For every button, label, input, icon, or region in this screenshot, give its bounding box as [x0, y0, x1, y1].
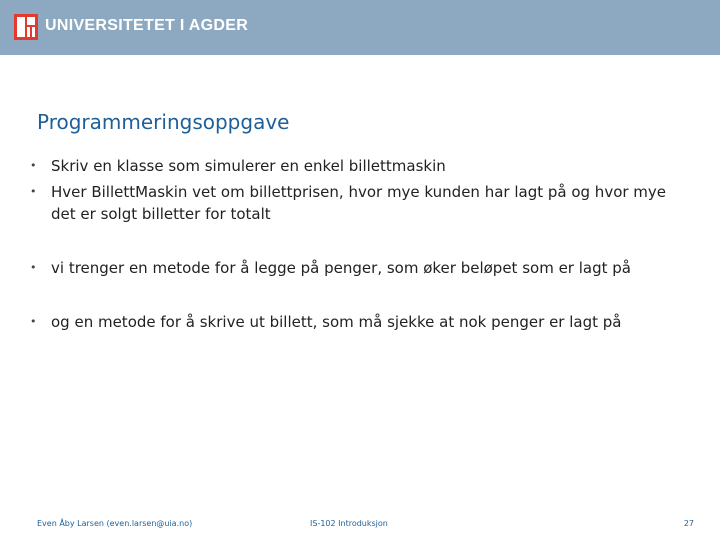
bullet-item — [30, 181, 690, 225]
header-bar — [0, 0, 720, 55]
bullet-dot-icon: • — [30, 315, 37, 328]
bullet-text: og en metode for å skrive ut billett, som må sjekke at nok penger er lagt på — [51, 313, 622, 331]
bullet-item — [30, 257, 690, 279]
footer-author: Even Åby Larsen (even.larsen@uia.no) — [37, 519, 193, 528]
bullet-list — [30, 155, 690, 333]
page-number: 27 — [683, 519, 694, 528]
bullet-item — [30, 155, 690, 177]
bullet-item — [30, 311, 690, 333]
bullet-text: Skriv en klasse som simulerer en enkel billettmaskin — [51, 157, 446, 175]
bullet-dot-icon: • — [30, 185, 37, 198]
bullet-dot-icon: • — [30, 261, 37, 274]
university-logo-icon — [14, 14, 38, 40]
bullet-text: vi trenger en metode for å legge på penger, som øker beløpet som er lagt på — [51, 259, 631, 277]
university-name: UNIVERSITETET I AGDER — [45, 17, 249, 34]
slide-title: Programmeringsoppgave — [37, 110, 290, 134]
footer-course: IS-102 Introduksjon — [310, 519, 388, 528]
bullet-dot-icon: • — [30, 159, 37, 172]
bullet-text: Hver BillettMaskin vet om billettprisen, hvor mye kunden har lagt på og hvor mye det er solgt billetter for totalt — [51, 183, 667, 223]
